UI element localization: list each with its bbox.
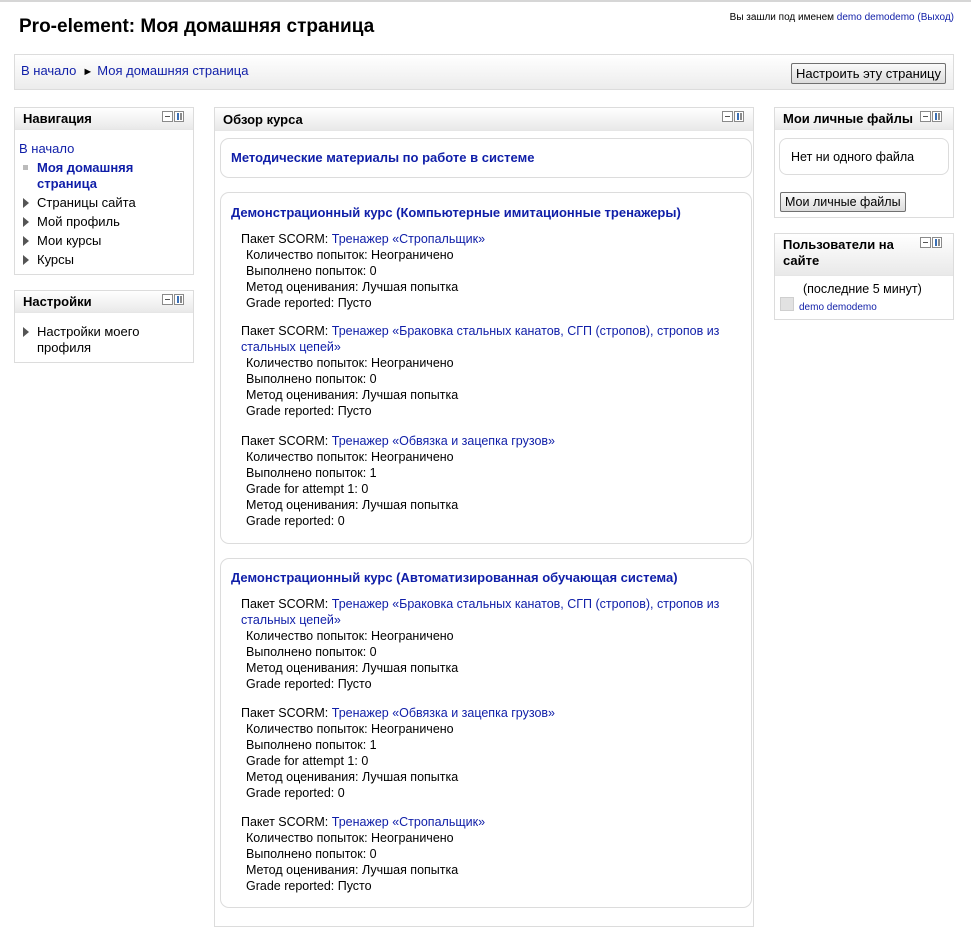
course-title-link[interactable]: Методические материалы по работе в системе	[231, 150, 535, 165]
scorm-attempts: Количество попыток: Неограничено	[246, 450, 454, 464]
breadcrumb-current[interactable]: Моя домашняя страница	[97, 63, 249, 78]
scorm-grading: Метод оценивания: Лучшая попытка	[246, 280, 459, 294]
login-user-link[interactable]: demo demodemo	[836, 12, 915, 23]
scorm-link[interactable]: Тренажер «Браковка стальных канатов, СГП (стропов), стропов из	[331, 324, 720, 338]
scorm-link[interactable]: Тренажер «Обвязка и зацепка грузов»	[331, 706, 556, 720]
online-users-block	[774, 233, 954, 320]
settings-block-header	[15, 291, 193, 313]
login-prefix: Вы зашли под именем	[729, 12, 835, 23]
private-files-block	[774, 107, 954, 218]
private-files-title: Мои личные файлы	[783, 111, 913, 126]
breadcrumb	[21, 63, 248, 78]
scorm-prefix: Пакет SCORM:	[241, 706, 329, 720]
dock-block-icon[interactable]	[932, 237, 942, 248]
customize-page-button[interactable]: Настроить эту страницу	[791, 63, 946, 84]
course-box	[220, 138, 752, 178]
scorm-prefix: Пакет SCORM:	[241, 597, 329, 611]
nav-item-label: Мой профиль	[37, 214, 120, 229]
scorm-grade: Grade reported: Пусто	[246, 296, 372, 310]
course-box	[220, 192, 752, 544]
nav-item-label: Курсы	[37, 252, 75, 267]
course-overview-header	[215, 108, 753, 131]
scorm-link-cont[interactable]: стальных цепей»	[241, 340, 341, 354]
course-overview-title: Обзор курса	[223, 112, 303, 127]
scorm-link-cont[interactable]: стальных цепей»	[241, 613, 341, 627]
scorm-entry	[241, 231, 741, 311]
block-controls	[920, 111, 942, 122]
scorm-entry	[241, 433, 741, 529]
scorm-attempts: Количество попыток: Неограничено	[246, 722, 454, 736]
course-box	[220, 558, 752, 908]
expand-arrow-icon	[23, 327, 29, 337]
scorm-done: Выполнено попыток: 0	[246, 372, 377, 386]
nav-item-label: Мои курсы	[37, 233, 102, 248]
scorm-grading: Метод оценивания: Лучшая попытка	[246, 498, 459, 512]
private-files-list	[779, 138, 949, 175]
scorm-attempt-grade: Grade for attempt 1: 0	[246, 482, 369, 496]
navigation-block	[14, 107, 194, 275]
scorm-grading: Метод оценивания: Лучшая попытка	[246, 863, 459, 877]
scorm-done: Выполнено попыток: 0	[246, 645, 377, 659]
online-period: (последние 5 минут)	[803, 282, 922, 296]
nav-item-my-courses[interactable]	[15, 233, 191, 249]
scorm-done: Выполнено попыток: 0	[246, 264, 377, 278]
settings-block-title: Настройки	[23, 294, 92, 309]
collapse-block-icon[interactable]	[162, 111, 173, 122]
scorm-prefix: Пакет SCORM:	[241, 434, 329, 448]
scorm-attempts: Количество попыток: Неограничено	[246, 629, 454, 643]
settings-block	[14, 290, 194, 363]
nav-home-link[interactable]: В начало	[19, 141, 75, 156]
scorm-prefix: Пакет SCORM:	[241, 815, 329, 829]
expand-arrow-icon	[23, 255, 29, 265]
scorm-attempts: Количество попыток: Неограничено	[246, 831, 454, 845]
collapse-block-icon[interactable]	[920, 111, 931, 122]
collapse-block-icon[interactable]	[162, 294, 173, 305]
online-users-header	[775, 234, 953, 276]
scorm-link[interactable]: Тренажер «Стропальщик»	[331, 232, 486, 246]
online-user-link[interactable]: demo demodemo	[799, 302, 877, 313]
nav-item-label: Страницы сайта	[37, 195, 136, 210]
login-info	[730, 12, 954, 23]
scorm-attempts: Количество попыток: Неограничено	[246, 356, 454, 370]
navigation-block-header	[15, 108, 193, 130]
scorm-attempts: Количество попыток: Неограничено	[246, 248, 454, 262]
settings-tree	[15, 324, 191, 359]
bullet-icon	[23, 165, 28, 170]
course-overview-block	[214, 107, 754, 927]
scorm-entry	[241, 705, 741, 801]
top-border	[0, 0, 971, 2]
scorm-attempt-grade: Grade for attempt 1: 0	[246, 754, 369, 768]
scorm-entry	[241, 596, 741, 692]
scorm-grade: Grade reported: Пусто	[246, 677, 372, 691]
dock-block-icon[interactable]	[174, 294, 184, 305]
nav-item-my-home[interactable]	[15, 160, 191, 192]
navigation-block-title: Навигация	[23, 111, 92, 126]
nav-item-label: Моя домашняя страница	[37, 160, 134, 191]
nav-item-site-pages[interactable]	[15, 195, 191, 211]
nav-item-my-profile[interactable]	[15, 214, 191, 230]
scorm-grading: Метод оценивания: Лучшая попытка	[246, 388, 459, 402]
dock-block-icon[interactable]	[174, 111, 184, 122]
scorm-grading: Метод оценивания: Лучшая попытка	[246, 770, 459, 784]
dock-block-icon[interactable]	[734, 111, 744, 122]
scorm-grade: Grade reported: Пусто	[246, 404, 372, 418]
private-files-button[interactable]: Мои личные файлы	[780, 192, 906, 212]
scorm-link[interactable]: Тренажер «Обвязка и зацепка грузов»	[331, 434, 556, 448]
scorm-grade: Grade reported: Пусто	[246, 879, 372, 893]
breadcrumb-home[interactable]: В начало	[21, 63, 77, 78]
expand-arrow-icon	[23, 236, 29, 246]
block-controls	[162, 111, 184, 122]
scorm-done: Выполнено попыток: 1	[246, 738, 377, 752]
expand-arrow-icon	[23, 198, 29, 208]
online-users-title	[783, 237, 894, 269]
settings-item-label: Настройки моего профиля	[37, 324, 140, 355]
navbar	[14, 54, 954, 90]
scorm-grade: Grade reported: 0	[246, 514, 345, 528]
user-avatar-icon	[780, 297, 794, 311]
navigation-tree	[15, 160, 191, 271]
private-files-header	[775, 108, 953, 130]
site-title: Pro-element: Моя домашняя страница	[19, 16, 375, 37]
course-title-link[interactable]: Демонстрационный курс (Компьютерные имитационные тренажеры)	[231, 205, 681, 220]
course-title-link[interactable]: Демонстрационный курс (Автоматизированная обучающая система)	[231, 570, 678, 585]
online-users-title-line1: Пользователи на	[783, 237, 894, 252]
block-controls	[920, 237, 942, 248]
scorm-prefix: Пакет SCORM:	[241, 232, 329, 246]
settings-item-profile[interactable]	[15, 324, 191, 356]
scorm-grade: Grade reported: 0	[246, 786, 345, 800]
scorm-link[interactable]: Тренажер «Стропальщик»	[331, 815, 486, 829]
scorm-done: Выполнено попыток: 1	[246, 466, 377, 480]
scorm-prefix: Пакет SCORM:	[241, 324, 329, 338]
nav-item-courses[interactable]	[15, 252, 191, 268]
scorm-done: Выполнено попыток: 0	[246, 847, 377, 861]
collapse-block-icon[interactable]	[920, 237, 931, 248]
scorm-entry	[241, 323, 741, 419]
scorm-link[interactable]: Тренажер «Браковка стальных канатов, СГП (стропов), стропов из	[331, 597, 720, 611]
online-users-title-line2: сайте	[783, 253, 820, 268]
collapse-block-icon[interactable]	[722, 111, 733, 122]
block-controls	[722, 111, 744, 122]
no-files-text: Нет ни одного файла	[791, 150, 915, 164]
scorm-entry	[241, 814, 741, 894]
block-controls	[162, 294, 184, 305]
expand-arrow-icon	[23, 217, 29, 227]
logout-link[interactable]: (Выход)	[917, 12, 954, 23]
dock-block-icon[interactable]	[932, 111, 942, 122]
scorm-grading: Метод оценивания: Лучшая попытка	[246, 661, 459, 675]
breadcrumb-separator-icon: ►	[82, 66, 94, 78]
